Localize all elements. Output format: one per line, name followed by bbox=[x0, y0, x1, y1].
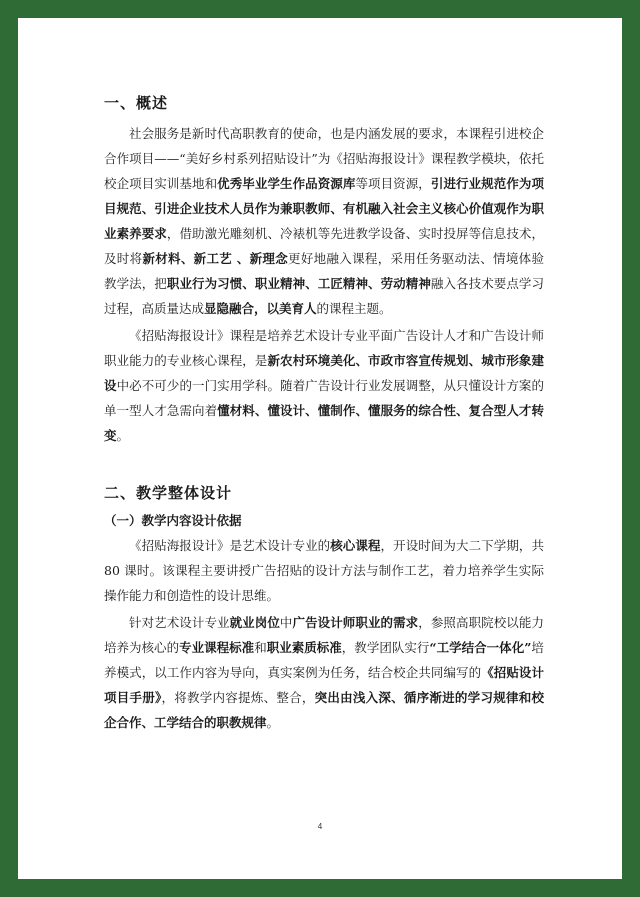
bold-text-run: 突出由浅入深、循序渐进的学习规律和校企合作、工学结合的职教规律 bbox=[104, 690, 544, 730]
text-run: ，将教学内容提炼、整合， bbox=[161, 690, 315, 705]
bold-text-run: 职业行为习惯、职业精神、工匠精神、劳动精神 bbox=[166, 276, 431, 291]
document-body bbox=[104, 92, 544, 737]
text-run: 。 bbox=[116, 428, 130, 443]
text-run: 融入各技术要点学习过程，高质量达成 bbox=[104, 276, 544, 316]
bold-text-run: 广告设计师职业的需求 bbox=[292, 615, 419, 630]
text-run: 培养模式，以工作内容为导向，真实案例为任务，结合校企共同编写的 bbox=[104, 640, 544, 680]
bold-text-run: 懂材料、懂设计、懂制作、懂服务的综合性、复合型人才转变 bbox=[104, 403, 544, 443]
subsection-heading-content-basis: （一）教学内容设计依据 bbox=[104, 513, 242, 528]
bold-text-run: 《招贴设计项目手册》 bbox=[104, 665, 544, 705]
content-basis-paragraph-1 bbox=[104, 533, 544, 608]
text-run: 。 bbox=[266, 715, 280, 730]
bold-text-run: 显隐融合，以美育人 bbox=[204, 301, 317, 316]
bold-text-run: 职业素质标准 bbox=[266, 640, 342, 655]
bold-text-run: “工学结合一体化” bbox=[429, 640, 532, 655]
text-run: ，参照高职院校以能力培养为核心的 bbox=[104, 615, 544, 655]
content-basis-paragraph-2 bbox=[104, 610, 544, 735]
text-run: 《招贴海报设计》是艺术设计专业的 bbox=[129, 538, 331, 553]
text-run: 等项目资源， bbox=[355, 176, 431, 191]
bold-text-run: 新农村环境美化、市政市容宣传规划、城市形象建设 bbox=[104, 353, 544, 393]
bold-text-run: 优秀毕业学生作品资源库 bbox=[217, 176, 356, 191]
text-run: 的课程主题。 bbox=[316, 301, 392, 316]
bold-text-run: 新材料、新工艺 、新理念 bbox=[142, 251, 289, 266]
text-run: ，开设时间为大二下学期，共 80 课时。该课程主要讲授广告招贴的设计方法与制作工艺，着力培养学生实际操作能力和创造性的设计思维。 bbox=[104, 538, 544, 603]
text-run: 《招贴海报设计》课程是培养艺术设计专业平面广告设计人才和广告设计师职业能力的专业核心课程，是 bbox=[104, 328, 544, 368]
bold-text-run: 核心课程 bbox=[330, 538, 381, 553]
text-run: 中 bbox=[279, 615, 293, 630]
text-run: ，教学团队实行 bbox=[341, 640, 430, 655]
section-heading-overview: 一、概述 bbox=[104, 94, 169, 112]
text-run: 中必不可少的一门实用学科。随着广告设计行业发展调整，从只懂设计方案的单一型人才急需向着 bbox=[104, 378, 544, 418]
text-run: 更好地融入课程，采用任务驱动法、情境体验教学法，把 bbox=[104, 251, 544, 291]
overview-paragraph-2 bbox=[104, 323, 544, 448]
overview-paragraph-1 bbox=[104, 121, 544, 321]
text-run: 社会服务是新时代高职教育的使命，也是内涵发展的要求，本课程引进校企合作项目——“美好乡村系列招贴设计”为《招贴海报设计》课程教学模块，依托校企项目实训基地和 bbox=[104, 126, 544, 191]
section-heading-teaching-design: 二、教学整体设计 bbox=[104, 484, 233, 502]
bold-text-run: 就业岗位 bbox=[229, 615, 280, 630]
page-number: 4 bbox=[317, 822, 323, 831]
text-run: ，借助激光雕刻机、冷裱机等先进教学设备、实时投屏等信息技术，及时将 bbox=[104, 226, 544, 266]
text-run: 针对艺术设计专业 bbox=[129, 615, 230, 630]
text-run: 和 bbox=[254, 640, 267, 655]
bold-text-run: 专业课程标准 bbox=[179, 640, 255, 655]
bold-text-run: 引进行业规范作为项目规范、引进企业技术人员作为兼职教师、有机融入社会主义核心价值观作为职业素养要求 bbox=[104, 176, 544, 241]
